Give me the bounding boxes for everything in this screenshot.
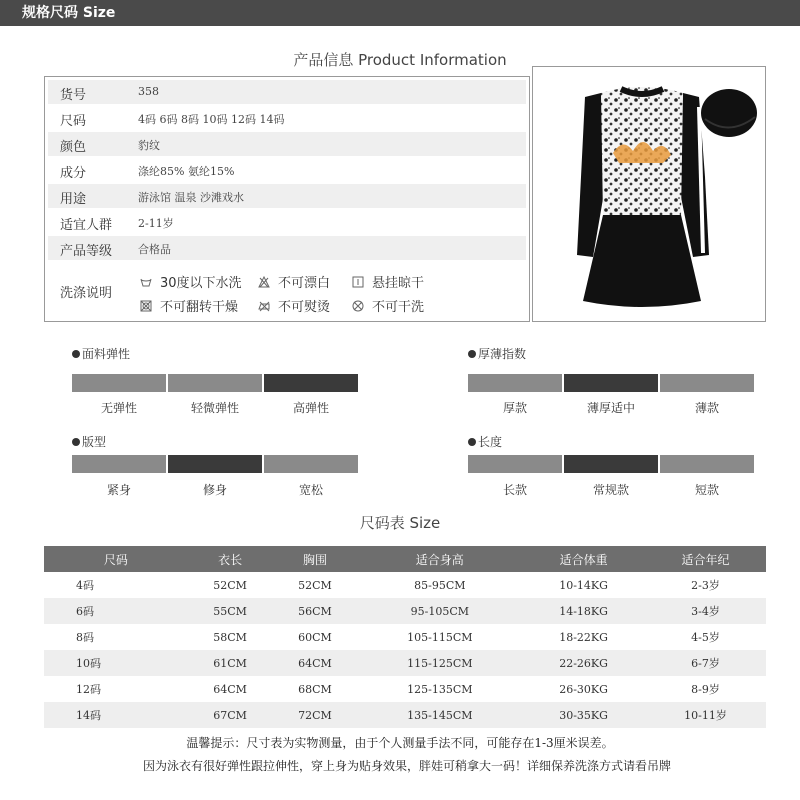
table-row (44, 650, 766, 676)
attr-fit-bar-segment (72, 455, 166, 473)
size-table-header-cell: 尺码 (44, 546, 188, 572)
info-row-value: 2-11岁 (138, 217, 174, 230)
attr-length-option: 短款 (694, 483, 719, 497)
table-cell: 18-22KG (559, 630, 608, 644)
care-item (140, 272, 242, 291)
table-cell: 10-11岁 (645, 702, 766, 728)
attr-fit-title (72, 433, 106, 450)
bullet-dot (72, 350, 80, 358)
table-row (44, 624, 766, 650)
info-row (48, 184, 526, 208)
table-cell: 30-35KG (522, 702, 645, 728)
table-cell: 10-14KG (559, 578, 608, 592)
table-cell: 105-115CM (407, 630, 473, 644)
table-cell: 64CM (273, 650, 358, 676)
page-header: 规格尺码 Size (0, 0, 800, 26)
attr-thickness-option: 厚款 (502, 401, 527, 415)
size-table-title: 尺码表 Size (359, 514, 441, 532)
size-table-header (44, 546, 766, 572)
table-cell: 135-145CM (357, 702, 522, 728)
info-row-label: 适宜人群 (60, 218, 113, 233)
table-cell: 3-4岁 (645, 598, 766, 624)
care-item (352, 272, 424, 291)
table-cell: 2-3岁 (691, 579, 720, 592)
care-item (258, 272, 330, 291)
bullet-dot (468, 350, 476, 358)
no-bleach-icon (258, 276, 270, 288)
attr-fit-option: 紧身 (106, 483, 131, 497)
info-row-label: 产品等级 (60, 244, 113, 259)
attr-thickness-option: 薄厚适中 (586, 401, 635, 415)
table-cell: 6-7岁 (645, 650, 766, 676)
size-table-header-cell: 衣长 (188, 546, 273, 572)
table-cell: 64CM (213, 682, 247, 696)
attr-elasticity-option: 无弹性 (100, 401, 137, 415)
bullet-dot (468, 438, 476, 446)
attr-length-title (468, 433, 502, 450)
attr-length-option: 常规款 (592, 483, 629, 497)
table-cell: 52CM (298, 578, 332, 592)
table-cell: 85-95CM (414, 578, 466, 592)
table-cell: 95-105CM (357, 598, 522, 624)
size-table (44, 546, 766, 728)
care-item (258, 296, 330, 315)
info-row-label: 尺码 (60, 114, 87, 129)
size-table-header-cell: 胸围 (273, 546, 358, 572)
hang-dry-icon (352, 276, 364, 288)
table-cell: 8码 (76, 631, 94, 644)
attr-elasticity-bar-segment (168, 374, 262, 392)
care-instructions (44, 264, 530, 322)
note-sizing: 因为泳衣有很好弹性跟拉伸性，穿上身为贴身效果，胖娃可稍拿大一码！详细保养洗涤方式请看吊牌 (142, 759, 671, 773)
info-row-value: 涤纶85% 氨纶15% (138, 165, 235, 178)
attr-length-bar-segment (468, 455, 562, 473)
info-row-label: 货号 (60, 88, 87, 103)
info-row-label: 成分 (60, 166, 87, 181)
care-item-text: 悬挂晾干 (372, 276, 425, 291)
table-cell: 14-18KG (522, 598, 645, 624)
hand-wash-icon (140, 276, 152, 288)
care-item-text: 不可熨烫 (278, 300, 331, 315)
info-row-value: 豹纹 (138, 139, 160, 152)
care-item (352, 296, 424, 315)
table-cell: 52CM (213, 578, 247, 592)
table-cell: 12码 (76, 683, 101, 696)
table-cell: 8-9岁 (691, 683, 720, 696)
care-item-text: 30度以下水洗 (160, 276, 242, 291)
size-table-header-cell: 适合身高 (357, 546, 522, 572)
attr-fit-option: 修身 (202, 483, 227, 497)
table-cell: 6码 (44, 598, 188, 624)
table-cell: 26-30KG (559, 682, 608, 696)
table-row (44, 702, 766, 728)
attr-thickness-title (468, 345, 526, 362)
attr-thickness-bar-segment (468, 374, 562, 392)
size-table-header-cell: 适合年纪 (645, 546, 766, 572)
attr-fit-bar-segment (168, 455, 262, 473)
product-info-title: 产品信息 Product Information (293, 51, 507, 69)
attr-length-bar-segment (660, 455, 754, 473)
attr-length-option: 长款 (502, 483, 527, 497)
table-row (44, 572, 766, 598)
table-cell: 60CM (298, 630, 332, 644)
attr-title-text: 厚薄指数 (478, 347, 527, 361)
attr-elasticity-bar-segment (72, 374, 166, 392)
table-cell: 58CM (213, 630, 247, 644)
table-cell: 4码 (76, 579, 94, 592)
info-row-label: 颜色 (60, 140, 87, 155)
table-cell: 56CM (273, 598, 358, 624)
attr-elasticity-option: 高弹性 (292, 401, 329, 415)
product-photo (532, 66, 766, 322)
info-row (48, 236, 526, 260)
attr-elasticity-title (72, 345, 130, 362)
table-cell: 4-5岁 (691, 631, 720, 644)
table-cell: 14码 (44, 702, 188, 728)
attr-elasticity-bar-segment (264, 374, 358, 392)
swimsuit-image (533, 67, 765, 321)
info-row (48, 106, 526, 130)
table-cell: 72CM (273, 702, 358, 728)
table-row (44, 676, 766, 702)
info-row-value: 合格品 (138, 243, 171, 256)
attr-fit-bar-segment (264, 455, 358, 473)
attr-thickness-bar-segment (564, 374, 658, 392)
table-cell: 115-125CM (357, 650, 522, 676)
info-row (48, 80, 526, 104)
table-row (44, 598, 766, 624)
no-dry-clean-icon (352, 300, 364, 312)
attr-thickness-bar-segment (660, 374, 754, 392)
bullet-dot (72, 438, 80, 446)
attr-title-text: 版型 (82, 435, 107, 449)
care-item-text: 不可翻转干燥 (160, 300, 239, 315)
table-cell: 22-26KG (522, 650, 645, 676)
table-cell: 61CM (188, 650, 273, 676)
table-cell: 67CM (188, 702, 273, 728)
info-row (48, 210, 526, 234)
table-cell: 10码 (44, 650, 188, 676)
attr-fit-option: 宽松 (298, 483, 323, 497)
note-tip: 温馨提示：尺寸表为实物测量，由于个人测量手法不同，可能存在1-3厘米误差。 (186, 736, 614, 750)
care-item (140, 296, 238, 315)
attr-thickness-option: 薄款 (694, 401, 719, 415)
attr-length-bar-segment (564, 455, 658, 473)
no-iron-icon (258, 300, 270, 312)
attr-title-text: 面料弹性 (82, 347, 131, 361)
info-row-value: 4码 6码 8码 10码 12码 14码 (138, 113, 285, 126)
table-cell: 55CM (188, 598, 273, 624)
info-row-label: 用途 (60, 192, 87, 207)
attr-title-text: 长度 (478, 435, 503, 449)
care-item-text: 不可漂白 (278, 276, 331, 291)
attr-elasticity-option: 轻微弹性 (190, 401, 239, 415)
info-row-value: 358 (138, 85, 159, 98)
care-item-text: 不可干洗 (372, 300, 425, 315)
table-cell: 125-135CM (407, 682, 473, 696)
no-tumble-dry-icon (140, 300, 152, 312)
care-label: 洗涤说明 (60, 286, 113, 301)
table-cell: 68CM (298, 682, 332, 696)
info-row (48, 158, 526, 182)
info-row-value: 游泳馆 温泉 沙滩戏水 (138, 191, 244, 204)
info-row (48, 132, 526, 156)
size-table-header-cell: 适合体重 (522, 546, 645, 572)
